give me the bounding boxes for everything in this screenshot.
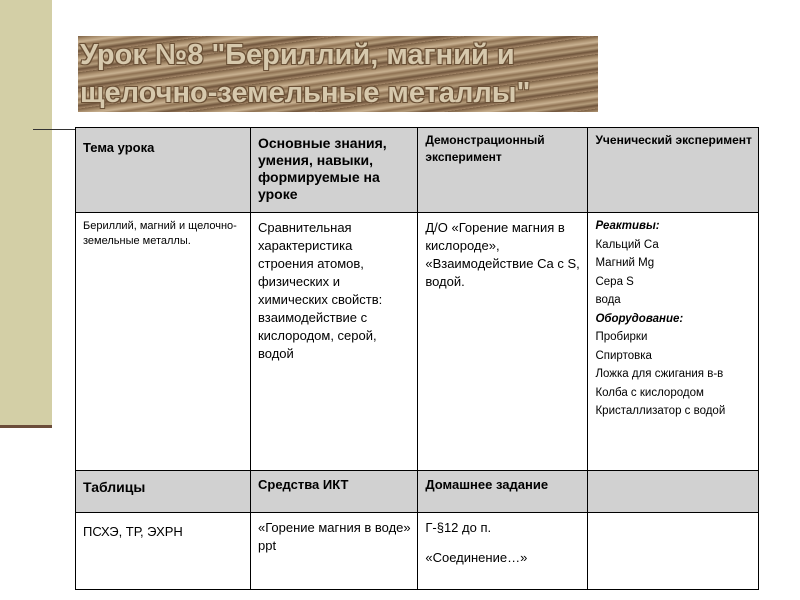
header-cell-demo — [418, 128, 588, 213]
footer-cell-ict — [250, 513, 417, 590]
table-header-row — [76, 128, 759, 213]
body-cell-topic — [76, 213, 251, 471]
footer-tables-text: ПСХЭ, ТР, ЭХРН — [83, 524, 183, 539]
subheader-homework-label: Домашнее задание — [425, 477, 549, 492]
subheader-tables-label: Таблицы — [83, 479, 146, 495]
subheader-empty-label — [595, 475, 752, 477]
footer-homework-text-2: «Соединение…» — [425, 550, 528, 565]
subheader-cell-empty — [588, 471, 759, 513]
body-cell-demo — [418, 213, 588, 471]
slide-title-line-1: Урок №8 "Бериллий, магний и — [80, 39, 515, 71]
table-body-row — [76, 213, 759, 471]
footer-homework-text-1: Г-§12 до п. — [425, 520, 492, 535]
subheader-cell-ict — [250, 471, 417, 513]
lesson-plan-table — [75, 127, 759, 590]
footer-cell-homework — [418, 513, 588, 590]
equipment-heading: Оборудование: — [595, 312, 684, 325]
header-cell-student — [588, 128, 759, 213]
footer-cell-tables — [76, 513, 251, 590]
subheader-cell-tables — [76, 471, 251, 513]
list-item: Кальций Са — [595, 238, 659, 251]
body-cell-student — [588, 213, 759, 471]
table-footer-row — [76, 513, 759, 590]
footer-empty-text — [595, 517, 752, 519]
body-topic-text: Бериллий, магний и щелочно-земельные металлы. — [83, 220, 237, 247]
body-knowledge-text: Сравнительная характеристика строения атомов, физических и химических свойств: взаимодействие с кислородом, серой, водой — [257, 220, 383, 361]
footer-ict-text: «Горение магния в воде» ppt — [257, 520, 411, 553]
header-student-label: Ученический эксперимент — [595, 133, 752, 147]
table-subheader-row — [76, 471, 759, 513]
list-item: вода — [595, 294, 621, 306]
header-knowledge-label: Основные знания, умения, навыки, формируемые на уроке — [257, 135, 387, 202]
list-item: Кристаллизатор с водой — [595, 405, 726, 417]
body-cell-knowledge — [250, 213, 417, 471]
side-decor-bar — [0, 0, 52, 425]
subheader-cell-homework — [418, 471, 588, 513]
reagents-heading: Реактивы: — [595, 220, 660, 232]
footer-cell-empty — [588, 513, 759, 590]
title-decor-line — [33, 129, 78, 130]
subheader-ict-label: Средства ИКТ — [257, 477, 349, 492]
body-demo-text: Д/О «Горение магния в кислороде», «Взаимодействие Ca с S, водой. — [425, 220, 580, 289]
list-item: Пробирки — [595, 331, 648, 343]
list-item: Магний Mg — [595, 257, 655, 269]
side-decor-line — [0, 425, 52, 428]
list-item: Колба с кислородом — [595, 386, 704, 399]
header-cell-topic — [76, 128, 251, 213]
header-topic-label: Тема урока — [83, 140, 155, 155]
list-item: Спиртовка — [595, 349, 652, 362]
header-cell-knowledge — [250, 128, 417, 213]
slide-title — [80, 36, 600, 112]
list-item: Сера S — [595, 275, 634, 288]
student-experiment-list — [595, 217, 752, 421]
header-demo-label: Демонстрационный эксперимент — [425, 133, 545, 164]
slide-title-line-2: щелочно-земельные металлы" — [80, 77, 531, 109]
list-item: Ложка для сжигания в-в — [595, 368, 724, 380]
